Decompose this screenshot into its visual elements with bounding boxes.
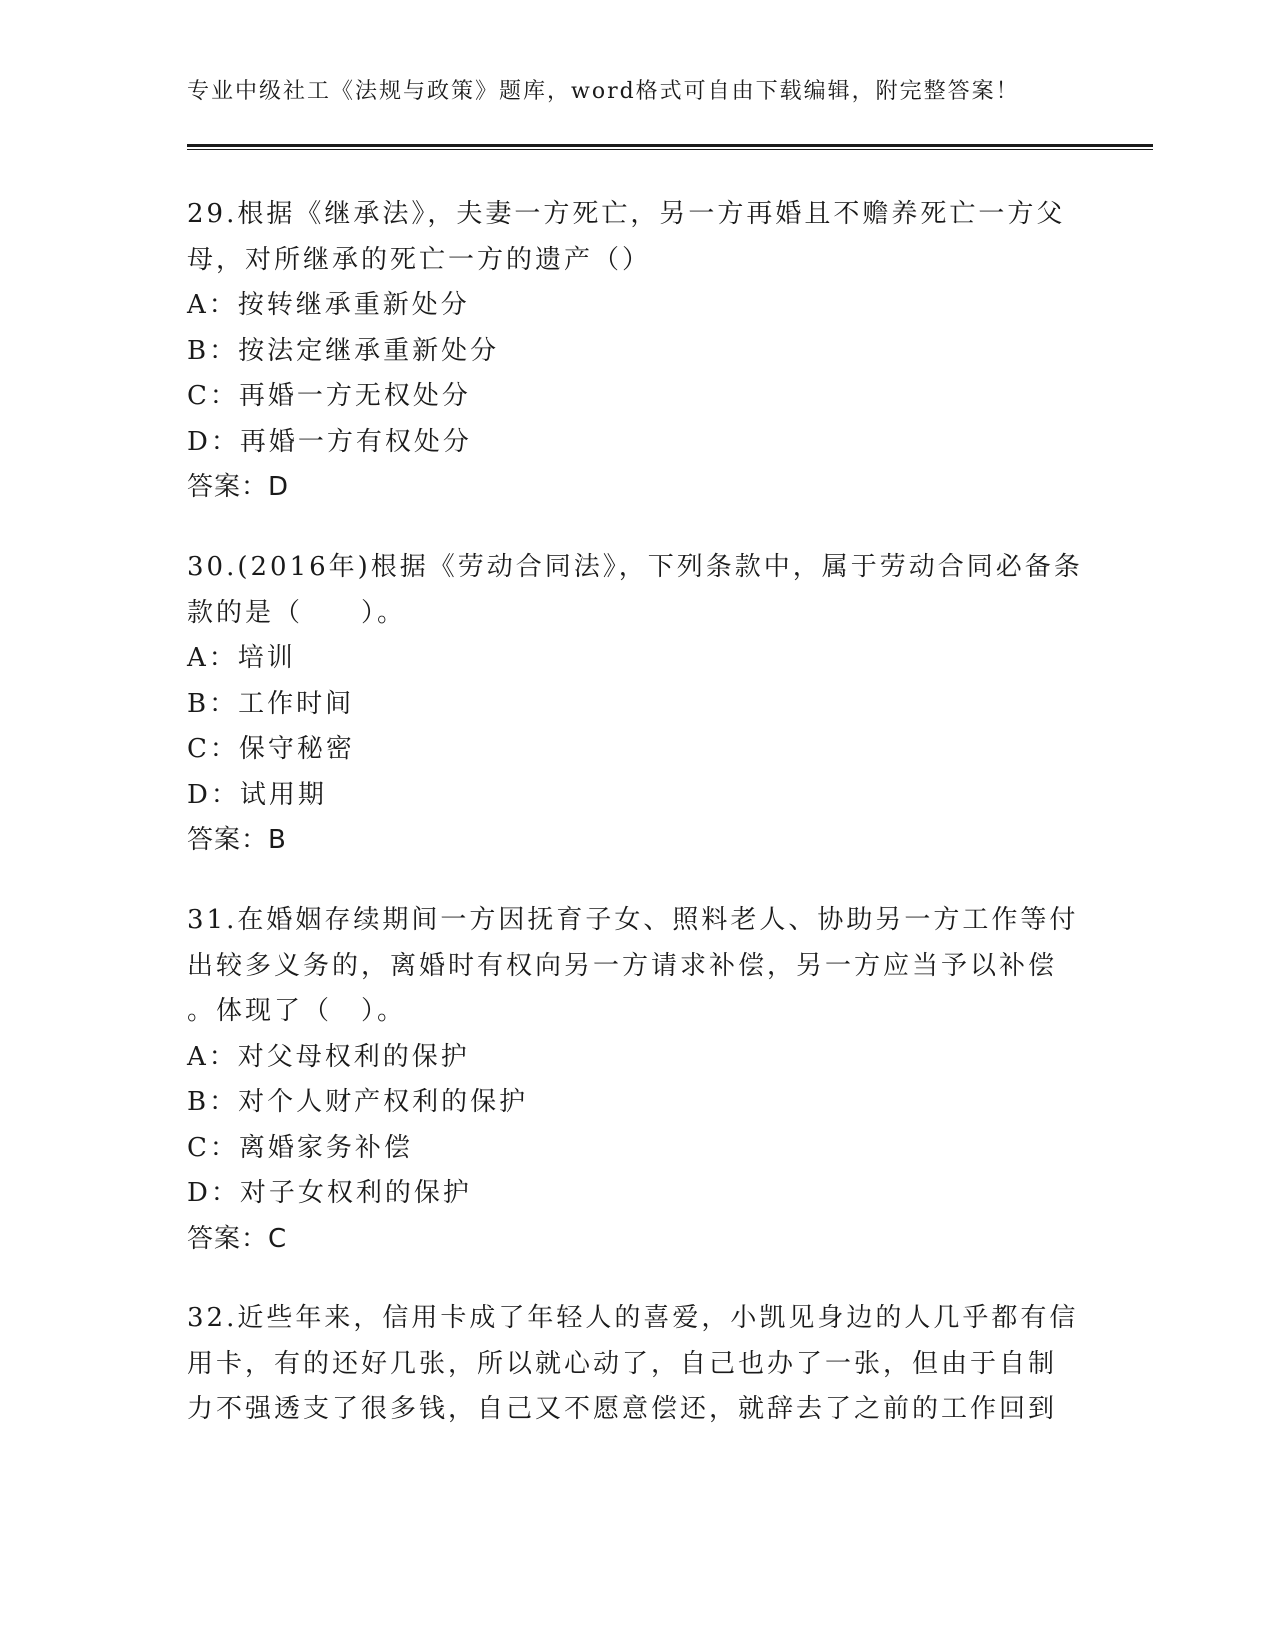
question-31 — [187, 898, 1087, 1262]
question-stem-line: 31.在婚姻存续期间一方因抚育子女、照料老人、协助另一方工作等付 — [187, 905, 1079, 935]
question-stem-line: 出较多义务的，离婚时有权向另一方请求补偿，另一方应当予以补偿 — [187, 950, 1058, 981]
question-stem-line: 32.近些年来，信用卡成了年轻人的喜爱，小凯见身边的人几乎都有信 — [187, 1303, 1079, 1333]
question-30 — [187, 545, 1087, 864]
question-stem-line: 30.(2016年)根据《劳动合同法》，下列条款中，属于劳动合同必备条 — [187, 552, 1083, 582]
option-d: D：试用期 — [187, 779, 327, 810]
answer-line: 答案：C — [187, 1223, 288, 1254]
option-a: A：按转继承重新处分 — [187, 290, 470, 320]
question-32 — [187, 1296, 1087, 1433]
option-c: C：再婚一方无权处分 — [187, 381, 471, 411]
page-header: 专业中级社工《法规与政策》题库，word格式可自由下载编辑，附完整答案！ — [187, 79, 1020, 104]
question-stem-line: 款的是（ ）。 — [187, 597, 407, 628]
option-a: A：培训 — [187, 643, 296, 673]
option-d: D：再婚一方有权处分 — [187, 426, 472, 457]
question-stem-line: 。体现了（ ）。 — [187, 996, 407, 1026]
question-stem-line: 29.根据《继承法》，夫妻一方死亡，另一方再婚且不赡养死亡一方父 — [187, 199, 1066, 229]
option-c: C：保守秘密 — [187, 734, 355, 764]
question-stem-line: 用卡，有的还好几张，所以就心动了，自己也办了一张，但由于自制 — [187, 1348, 1058, 1379]
question-stem-line: 母，对所继承的死亡一方的遗产（） — [187, 244, 652, 275]
option-d: D：对子女权利的保护 — [187, 1178, 472, 1208]
option-c: C：离婚家务补偿 — [187, 1132, 413, 1163]
header-rule-thin — [187, 149, 1153, 150]
answer-line: 答案：B — [187, 825, 287, 855]
answer-line: 答案：D — [187, 472, 290, 502]
header-rule-thick — [187, 144, 1153, 147]
option-b: B：工作时间 — [187, 688, 355, 719]
option-b: B：按法定继承重新处分 — [187, 335, 500, 366]
question-stem-line: 力不强透支了很多钱，自己又不愿意偿还，就辞去了之前的工作回到 — [187, 1394, 1058, 1424]
option-a: A：对父母权利的保护 — [187, 1041, 470, 1072]
option-b: B：对个人财产权利的保护 — [187, 1087, 529, 1117]
question-29 — [187, 192, 1087, 511]
